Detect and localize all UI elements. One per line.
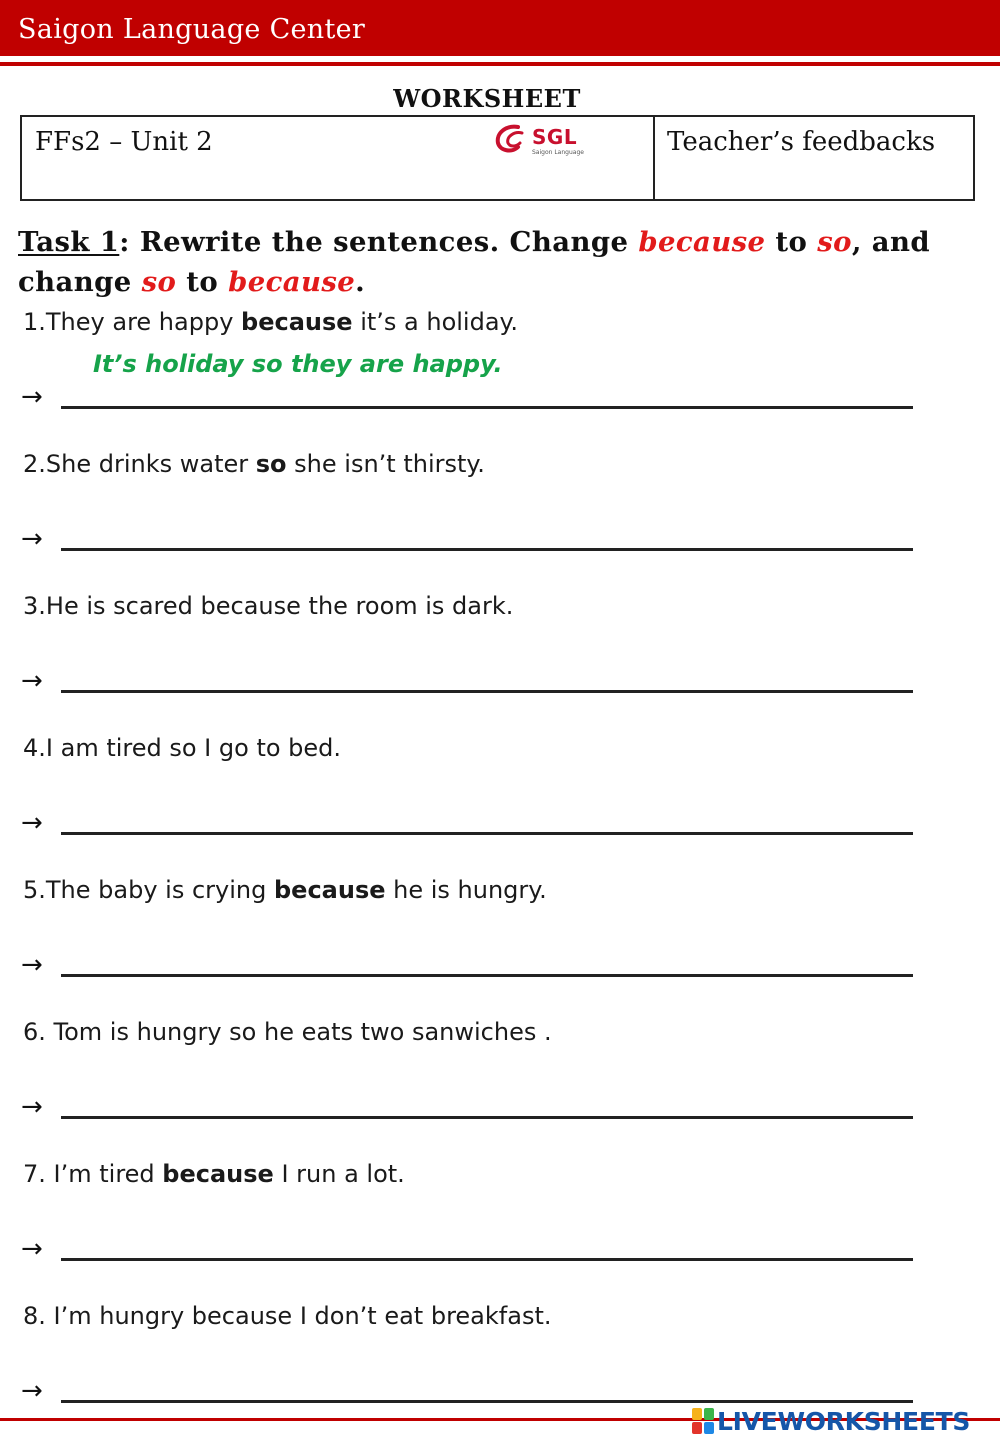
- liveworksheets-logo[interactable]: [692, 1404, 970, 1438]
- sgl-swirl-icon: [492, 123, 530, 157]
- feedback-label: Teacher’s feedbacks: [667, 127, 936, 157]
- answer-5-input[interactable]: [61, 974, 913, 977]
- question-8: 8. I’m hungry because I don’t eat breakfast.: [23, 1302, 552, 1330]
- header-divider: [0, 62, 1000, 66]
- answer-7-input[interactable]: [61, 1258, 913, 1261]
- answer-row-2: [21, 522, 901, 562]
- answer-row-1: [21, 350, 901, 420]
- task-instruction: [18, 222, 978, 302]
- worksheet-title: WORKSHEET: [393, 84, 581, 113]
- task-keyword-because: because: [638, 226, 766, 258]
- feedback-cell: [655, 117, 973, 199]
- question-7: 7. I’m tired because I run a lot.: [23, 1160, 405, 1188]
- question-3: 3.He is scared because the room is dark.: [23, 592, 514, 620]
- answer-1-input[interactable]: [61, 406, 913, 409]
- task-label: Task 1: [18, 226, 120, 258]
- question-1: 1.They are happy because it’s a holiday.: [23, 308, 518, 336]
- answer-8-input[interactable]: [61, 1400, 913, 1403]
- answer-3-input[interactable]: [61, 690, 913, 693]
- question-2: 2.She drinks water so she isn’t thirsty.: [23, 450, 485, 478]
- answer-2-input[interactable]: [61, 548, 913, 551]
- answer-4-input[interactable]: [61, 832, 913, 835]
- answer-row-3: [21, 664, 901, 704]
- task-text-end: .: [355, 266, 366, 298]
- task-keyword-so-2: so: [141, 266, 177, 298]
- arrow-icon: →: [21, 1376, 43, 1406]
- answer-1-text: It’s holiday so they are happy.: [93, 350, 503, 378]
- question-6: 6. Tom is hungry so he eats two sanwiches .: [23, 1018, 552, 1046]
- sgl-logo-text: SGL: [532, 125, 578, 149]
- task-keyword-so: so: [817, 226, 852, 258]
- task-keyword-because-2: because: [228, 266, 356, 298]
- arrow-icon: →: [21, 808, 43, 838]
- task-text-1: : Rewrite the sentences. Change: [119, 226, 639, 258]
- header-bar: [0, 0, 1000, 56]
- center-name: Saigon Language Center: [18, 14, 366, 45]
- arrow-icon: →: [21, 382, 43, 412]
- question-5: 5.The baby is crying because he is hungry.: [23, 876, 547, 904]
- question-4: 4.I am tired so I go to bed.: [23, 734, 342, 762]
- task-text-to: to: [765, 226, 818, 258]
- sgl-logo: [492, 123, 592, 159]
- task-text-to-2: to: [176, 266, 229, 298]
- info-table: [20, 115, 975, 201]
- answer-row-7: [21, 1232, 901, 1272]
- liveworksheets-brand: LIVEWORKSHEETS: [717, 1406, 971, 1436]
- arrow-icon: →: [21, 524, 43, 554]
- task-text-2: , and change: [18, 226, 931, 298]
- arrow-icon: →: [21, 1092, 43, 1122]
- arrow-icon: →: [21, 666, 43, 696]
- answer-row-5: [21, 948, 901, 988]
- answer-row-4: [21, 806, 901, 846]
- sgl-logo-subtext: Saigon Language: [532, 149, 584, 156]
- info-unit-cell: [22, 117, 655, 199]
- answer-row-6: [21, 1090, 901, 1130]
- arrow-icon: →: [21, 1234, 43, 1264]
- unit-label: FFs2 – Unit 2: [35, 127, 213, 157]
- answer-6-input[interactable]: [61, 1116, 913, 1119]
- arrow-icon: →: [21, 950, 43, 980]
- liveworksheets-grid-icon: [692, 1408, 714, 1434]
